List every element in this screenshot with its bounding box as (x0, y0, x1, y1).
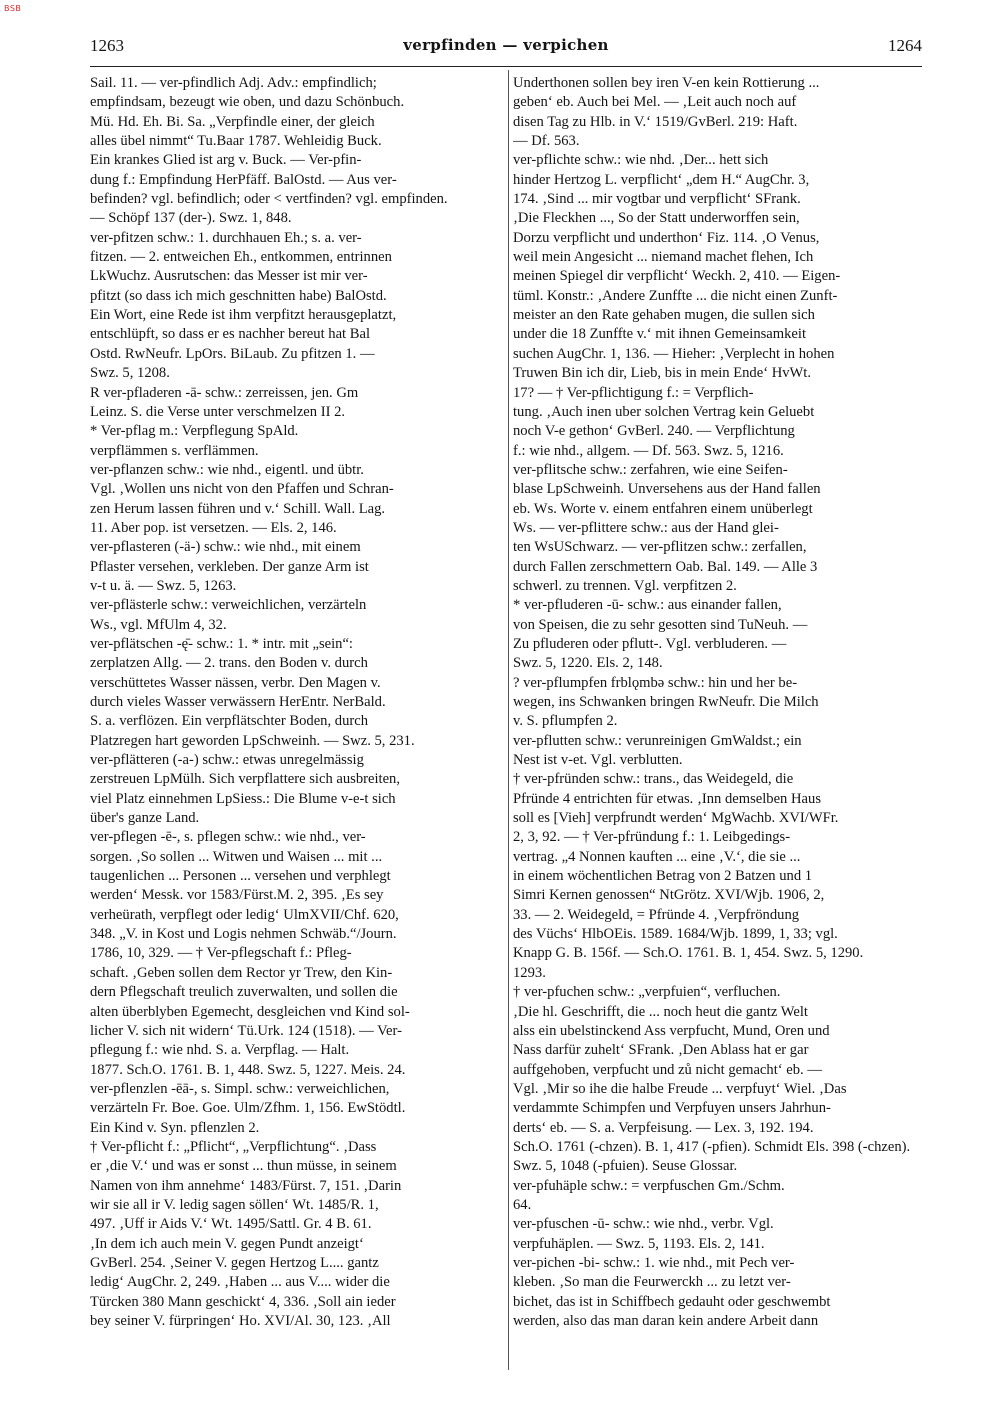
text-line: Knapp G. B. 156f. — Sch.O. 1761. B. 1, 454. Swz. 5, 1290. (513, 945, 864, 962)
text-line: v-t u. ä. — Swz. 5, 1263. (90, 577, 237, 594)
text-line: Swz. 5, 1220. Els. 2, 148. (513, 655, 663, 672)
text-line: ver-pflästerle schw.: verweichlichen, verzärteln (90, 597, 367, 614)
text-line: 1786, 10, 329. — † Ver-pflegschaft f.: Pfleg- (90, 945, 352, 962)
text-line: tüml. Konstr.: ‚Andere Zunffte ... die nicht einen Zunft- (513, 287, 838, 304)
text-line: zerplatzen Allg. — 2. trans. den Boden v. durch (90, 655, 368, 672)
library-watermark: BSB (4, 4, 22, 13)
text-line: meister an den Rate gehaben mugen, die sullen sich (513, 307, 815, 324)
text-line: ver-pflenzlen -ēā-, s. Simpl. schw.: verweichlichen, (90, 1080, 390, 1097)
text-line: Zu pfluderen oder pflutt-. Vgl. verbluderen. — (513, 635, 787, 652)
text-line: ledig‘ AugChr. 2, 249. ‚Haben ... aus V.... wider die (90, 1274, 390, 1291)
running-title: verpfinden — verpichen (403, 36, 609, 54)
text-line: 1877. Sch.O. 1761. B. 1, 448. Swz. 5, 1227. Meis. 24. (90, 1061, 406, 1078)
text-line: Sch.O. 1761 (-chzen). B. 1, 417 (-pfien). Schmidt Els. 398 (-chzen). (513, 1138, 911, 1155)
text-line: ver-pflitsche schw.: zerfahren, wie eine Seifen- (513, 461, 788, 478)
text-line: derts‘ eb. — S. a. Verpfeisung. — Lex. 3, 192. 194. (513, 1119, 814, 1136)
text-line: dung f.: Empfindung HerPfäff. BalOstd. — Aus ver- (90, 171, 397, 188)
text-line: auffgehoben, verpfucht und zů nicht gemacht‘ eb. — (513, 1061, 822, 1078)
text-line: in einem wöchentlichen Betrag von 2 Batzen und 1 (513, 868, 813, 885)
text-line: 33. — 2. Weidegeld, = Pfründe 4. ‚Verpfröndung (513, 906, 800, 923)
text-line: befinden? vgl. befindlich; oder < vertfinden? vgl. empfinden. (90, 191, 448, 208)
text-line: verdammte Schimpfen und Verpfuyen unsers Jahrhun- (513, 1100, 831, 1117)
text-line: hinder Hertzog L. verpflicht‘ „dem H.“ AugChr. 3, (513, 171, 810, 188)
right-column (513, 74, 922, 1384)
text-line: 11. Aber pop. ist versetzen. — Els. 2, 146. (90, 519, 337, 536)
text-line: ver-pflasteren (-ä-) schw.: wie nhd., mit einem (90, 539, 361, 556)
text-line: ver-pflichte schw.: wie nhd. ‚Der... hett sich (513, 152, 769, 169)
page-number-right: 1264 (888, 36, 922, 55)
text-line: zen Herum lassen führen und v.‘ Schill. Wall. Lag. (90, 500, 386, 517)
text-line: † Ver-pflicht f.: „Pflicht“, „Verpflichtung“. ‚Dass (90, 1138, 377, 1155)
text-line: disen Tag zu Hlb. in V.‘ 1519/GvBerl. 219: Haft. (513, 113, 798, 130)
text-line: 174. ‚Sind ... mir vogtbar und verpflicht‘ SFrank. (513, 191, 801, 208)
text-line: Ein Kind v. Syn. pflenzlen 2. (90, 1119, 260, 1136)
text-line: 348. „V. in Kost und Logis nehmen Schwäb.“/Journ. (90, 926, 397, 943)
text-line: ver-pflätschen -ę̄- schw.: 1. * intr. mit „sein“: (90, 635, 353, 652)
text-line: noch V-e gethon‘ GvBerl. 240. — Verpflichtung (513, 423, 795, 440)
text-line: ver-pfuhäple schw.: = verpfuschen Gm./Schm. (513, 1177, 785, 1194)
text-line: Ein Wort, eine Rede ist ihm verpfitzt herausgeplatzt, (90, 307, 397, 324)
text-line: Simri Kernen genossen“ NtGrötz. XVI/Wjb. 1906, 2, (513, 887, 825, 904)
text-line: taugenlichen ... Personen ... versehen und verphlegt (90, 868, 391, 885)
text-line: ? ver-pflumpfen frblǫmbə schw.: hin und her be- (513, 674, 798, 691)
page-number-left: 1263 (90, 36, 124, 55)
column-divider (508, 70, 509, 1370)
text-line: wegen, ins Schwanken bringen RwNeufr. Die Milch (513, 694, 819, 710)
text-line: alss ein ubelstinckend Ass verpfucht, Mund, Oren und (513, 1022, 830, 1039)
header-rule (90, 66, 922, 67)
text-line: verpfuhäplen. — Swz. 5, 1193. Els. 2, 141. (513, 1235, 765, 1252)
text-line: vertrag. „4 Nonnen kauften ... eine ‚V.‘, die sie ... (513, 848, 801, 865)
text-line: † ver-pfuchen schw.: „verpfuien“, verfluchen. (513, 984, 781, 1001)
text-line: wir sie all ir V. ledig sagen söllen‘ Wt. 1485/R. 1, (90, 1196, 379, 1213)
text-line: ver-pflegen -ē-, s. pflegen schw.: wie nhd., ver- (90, 829, 366, 846)
text-line: ver-pflanzen schw.: wie nhd., eigentl. und übtr. (90, 461, 364, 478)
text-line: * Ver-pflag m.: Verpflegung SpAld. (90, 423, 299, 440)
text-line: alles übel nimmt“ Tu.Baar 1787. Wehleidig Buck. (90, 133, 382, 150)
text-line: f.: wie nhd., allgem. — Df. 563. Swz. 5, 1216. (513, 442, 784, 459)
text-line: kleben. ‚So man die Feurwerckh ... zu letzt ver- (513, 1274, 791, 1291)
text-line: Nass darfür zuhelt‘ SFrank. ‚Den Ablass hat er gar (513, 1042, 809, 1059)
text-line: under die 18 Zunffte v.‘ mit ihnen Gemeinsamkeit (513, 326, 807, 343)
text-line: blase LpSchweinh. Unversehens aus der Hand fallen (513, 481, 821, 498)
text-line: Pfründe 4 entrichten für etwas. ‚Inn demselben Haus (513, 790, 821, 807)
text-line: v. S. pflumpfen 2. (513, 713, 618, 730)
text-line: bey seiner V. fürpringen‘ Ho. XVI/Al. 30, 123. ‚All (90, 1313, 391, 1329)
text-line: dern Pflegschaft treulich zuverwalten, und sollen die (90, 984, 398, 1001)
text-line: alten überblyben Egemecht, desgleichen vnd Kind sol- (90, 1003, 410, 1020)
text-line: des Vüchs‘ HlbOEis. 1589. 1684/Wjb. 1899, 1, 33; vgl. (513, 926, 838, 943)
text-line: ‚Die Fleckhen ..., So der Statt underworffen sein, (513, 210, 800, 227)
text-line: Sail. 11. — ver-pfindlich Adj. Adv.: empfindlich; (90, 75, 377, 91)
text-line: schaft. ‚Geben sollen dem Rector yr Trew, den Kin- (90, 964, 393, 981)
text-line: eb. Ws. Worte v. einem entfahren einem unüberlegt (513, 500, 813, 517)
text-line: 17? — † Ver-pflichtigung f.: = Verpflich- (513, 384, 754, 401)
text-line: ten WsUSchwarz. — ver-pflitzen schw.: zerfallen, (513, 539, 807, 556)
text-line: — Schöpf 137 (der-). Swz. 1, 848. (90, 210, 292, 227)
text-line: von Speisen, die zu sehr gesotten sind TuNeuh. — (513, 616, 808, 633)
text-line: Vgl. ‚Wollen uns nicht von den Pfaffen und Schran- (90, 481, 394, 498)
text-line: weil mein Angesicht ... niemand machet flehen, Ich (513, 249, 814, 266)
text-line: Swz. 5, 1208. (90, 365, 170, 382)
text-line: geben‘ eb. Auch bei Mel. — ‚Leit auch noch auf (513, 94, 797, 111)
text-line: durch Fallen zerschmettern Oab. Bal. 149. — Alle 3 (513, 558, 818, 575)
text-line: Leinz. S. die Verse unter verschmelzen II 2. (90, 403, 346, 420)
text-line: zerstreuen LpMülh. Sich verpflattere sich ausbreiten, (90, 771, 401, 788)
text-line: licher V. sich nit widern‘ Tü.Urk. 124 (1518). — Ver- (90, 1022, 402, 1039)
text-line: 1293. (513, 964, 546, 981)
text-line: Swz. 5, 1048 (-pfuien). Seuse Glossar. (513, 1158, 738, 1175)
text-line: fitzen. — 2. entweichen Eh., entkommen, entrinnen (90, 249, 392, 266)
text-line: ‚In dem ich auch mein V. gegen Pundt anzeigt‘ (90, 1235, 364, 1252)
text-line: empfindsam, bezeugt wie oben, und dazu Schönbuch. (90, 94, 405, 111)
text-line: ver-pfitzen schw.: 1. durchhauen Eh.; s. a. ver- (90, 229, 362, 246)
text-line: Vgl. ‚Mir so ihe die halbe Freude ... verpfuyt‘ Wiel. ‚Das (513, 1080, 847, 1097)
text-line: suchen AugChr. 1, 136. — Hieher: ‚Verplecht in hohen (513, 345, 835, 362)
text-line: Pflaster versehen, verkleben. Der ganze Arm ist (90, 558, 369, 575)
text-line: werden‘ Messk. vor 1583/Fürst.M. 2, 395. ‚Es sey (90, 887, 384, 904)
text-line: pflegung f.: wie nhd. S. a. Verpflag. — Halt. (90, 1042, 350, 1059)
text-line: pfitzt (so dass ich mich geschnitten habe) BalOstd. (90, 287, 387, 304)
text-line: Underthonen sollen bey iren V-en kein Rottierung ... (513, 75, 820, 91)
text-line: Türcken 380 Mann geschickt‘ 4, 336. ‚Soll ain ieder (90, 1293, 396, 1310)
text-line: tung. ‚Auch inen uber solchen Vertrag kein Geluebt (513, 403, 815, 420)
text-line: ver-pflutten schw.: verunreinigen GmWaldst.; ein (513, 732, 802, 749)
text-line: verpflämmen s. verflämmen. (90, 442, 259, 459)
text-line: über's ganze Land. (90, 810, 200, 827)
text-line: GvBerl. 254. ‚Seiner V. gegen Hertzog L.... gantz (90, 1254, 379, 1271)
text-line: — Df. 563. (513, 133, 580, 150)
text-line: 2, 3, 92. — † Ver-pfründung f.: 1. Leibgedings- (513, 829, 791, 846)
text-line: R ver-pfladeren -ā- schw.: zerreissen, jen. Gm (90, 384, 359, 401)
text-line: * ver-pfluderen -ū- schw.: aus einander fallen, (513, 597, 782, 614)
text-line: LkWuchz. Ausrutschen: das Messer ist mir ver- (90, 268, 368, 285)
text-line: Ws. — ver-pflittere schw.: aus der Hand glei- (513, 519, 779, 536)
text-line: 497. ‚Uff ir Aids V.‘ Wt. 1495/Sattl. Gr. 4 B. 61. (90, 1216, 372, 1233)
text-line: bichet, das ist in Schiffbech gedauht oder geschwembt (513, 1293, 831, 1310)
text-line: viel Platz einnehmen LpSiess.: Die Blume v-e-t sich (90, 790, 396, 807)
text-line: meinen Spiegel dir verpflicht‘ Weckh. 2, 410. — Eigen- (513, 268, 841, 285)
text-line: Platzregen hart geworden LpSchweinh. — Swz. 5, 231. (90, 732, 415, 749)
text-line: Ein krankes Glied ist arg v. Buck. — Ver-pfin- (90, 152, 362, 169)
text-line: soll es [Vieh] verpfrundt werden‘ MgWachb. XVI/WFr. (513, 810, 839, 827)
text-line: er ‚die V.‘ und was er sonst ... thun müsse, in seinem (90, 1158, 397, 1175)
text-line: ver-pfuschen -ū- schw.: wie nhd., verbr. Vgl. (513, 1216, 774, 1233)
text-line: verheürath, verpflegt oder ledig‘ UlmXVII/Chf. 620, (90, 906, 399, 923)
text-line: S. a. verflözen. Ein verpflätschter Boden, durch (90, 713, 368, 730)
text-line: entschlüpft, so dass er es nachher bereut hat Bal (90, 326, 371, 343)
text-line: 64. (513, 1196, 532, 1213)
text-line: Namen von ihm annehme‘ 1483/Fürst. 7, 151. ‚Darin (90, 1177, 402, 1194)
left-column (90, 74, 499, 1384)
text-line: ‚Die hl. Geschrifft, die ... noch heut die gantz Welt (513, 1003, 808, 1020)
text-line: sorgen. ‚So sollen ... Witwen und Waisen ... mit ... (90, 848, 383, 865)
text-line: durch vieles Wasser verwässern HerEntr. NerBald. (90, 694, 386, 710)
text-line: verzärteln Fr. Boe. Goe. Ulm/Zfhm. 1, 156. EwStödtl. (90, 1100, 406, 1117)
text-line: Mü. Hd. Eh. Bi. Sa. „Verpfindle einer, der gleich (90, 113, 375, 130)
text-line: Ostd. RwNeufr. LpOrs. BiLaub. Zu pfitzen 1. — (90, 345, 375, 362)
text-line: Dorzu verpflicht und underthon‘ Fiz. 114. ‚O Venus, (513, 229, 820, 246)
text-line: Ws., vgl. MfUlm 4, 32. (90, 616, 227, 633)
text-line: † ver-pfründen schw.: trans., das Weidegeld, die (513, 771, 794, 788)
text-line: Nest ist v-et. Vgl. verblutten. (513, 752, 683, 769)
text-line: ver-pflätteren (-a-) schw.: etwas unregelmässig (90, 752, 364, 769)
page-header (90, 36, 922, 58)
text-line: verschüttetes Wasser nässen, verbr. Den Magen v. (90, 674, 381, 691)
text-line: Truwen Bin ich dir, Lieb, bis in mein Ende‘ HvWt. (513, 365, 812, 382)
text-line: ver-pichen -bi- schw.: 1. wie nhd., mit Pech ver- (513, 1254, 795, 1271)
text-line: schwerl. zu trennen. Vgl. verpfitzen 2. (513, 577, 737, 594)
text-line: werden, also das man daran kein andere Arbeit dann (513, 1313, 819, 1329)
